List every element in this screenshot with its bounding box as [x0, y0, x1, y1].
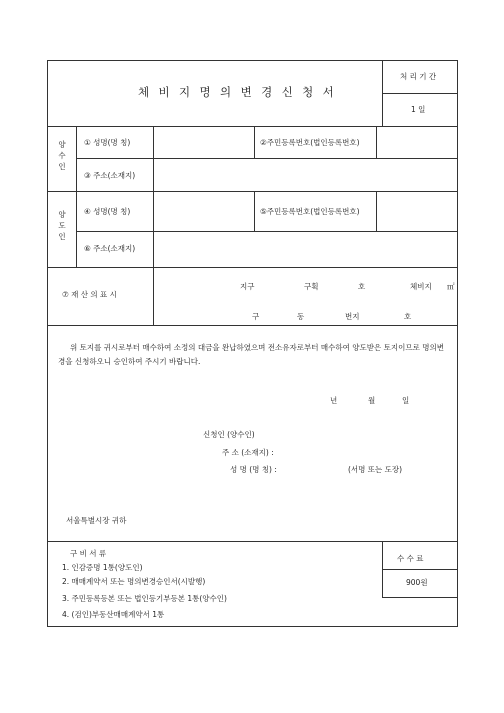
property-number: 호	[358, 282, 366, 291]
transferor-address-label: ⑥ 주소(소재지)	[84, 244, 136, 253]
transferee-name-label: ① 성명(명 칭)	[84, 138, 131, 147]
divider	[76, 158, 458, 159]
transferee-address-label: ③ 주소(소재지)	[84, 171, 136, 180]
document-item: 2. 매매계약서 또는 명의변경승인서(시발행)	[62, 577, 206, 586]
divider	[76, 191, 77, 267]
document-item: 3. 주민등록등본 또는 법인등기부등본 1통(양수인)	[62, 594, 227, 603]
divider	[376, 191, 377, 231]
divider	[48, 267, 458, 268]
application-form	[47, 60, 458, 627]
processing-period-label: 처 리 기 간	[400, 72, 437, 81]
date-day: 일	[402, 396, 410, 405]
divider	[48, 325, 458, 326]
addressee: 서울특별시장 귀하	[66, 516, 127, 525]
divider	[153, 267, 154, 325]
divider	[382, 569, 458, 570]
divider	[153, 191, 154, 267]
divider	[254, 126, 255, 158]
divider	[254, 191, 255, 231]
fee-label: 수 수 료	[397, 554, 424, 563]
transferor-name-label: ④ 성명(명 칭)	[84, 207, 131, 216]
property-lot: 번지	[345, 312, 360, 321]
property-district: 지구	[240, 282, 255, 291]
property-label: ⑦ 재 산 의 표 시	[62, 290, 117, 299]
transferee-id-label: ②주민등록번호(법인등록번호)	[260, 138, 360, 147]
transferor-id-label: ⑤주민등록번호(법인등록번호)	[260, 207, 360, 216]
date-month: 월	[368, 396, 376, 405]
divider	[382, 93, 458, 94]
divider	[376, 126, 377, 158]
document-item: 1. 인감증명 1통(양도인)	[62, 563, 143, 572]
transferor-group-label: 양도인	[58, 210, 66, 241]
divider	[382, 597, 458, 598]
property-ho: 호	[404, 312, 412, 321]
property-gu: 구	[252, 312, 260, 321]
divider	[76, 231, 458, 232]
date-year: 년	[330, 396, 338, 405]
applicant-address-label: 주 소 (소재지) :	[222, 448, 274, 457]
documents-title: 구 비 서 류	[70, 549, 107, 558]
property-dong: 동	[297, 312, 305, 321]
divider	[48, 126, 458, 127]
processing-period-value: 1 일	[411, 105, 426, 114]
signature-note: (서명 또는 도장)	[348, 465, 403, 474]
fee-value: 900원	[406, 578, 428, 587]
property-area-unit: ㎡	[447, 282, 455, 291]
applicant-name-label: 성 명 (명 칭) :	[230, 465, 277, 474]
divider	[48, 541, 458, 542]
application-statement: 위 토지를 귀시로부터 매수하여 소정의 대금을 완납하였으며 전소유자로부터 매수하여 양도받은 토지이므로 명의변경을 신청하오니 승인하여 주시기 바랍니다.	[58, 343, 444, 366]
transferee-group-label: 양수인	[58, 140, 66, 171]
applicant-label: 신청인 (양수인)	[203, 430, 255, 439]
property-reserved-land: 체비지	[410, 282, 432, 291]
document-item: 4. (검인)부동산매매계약서 1통	[62, 610, 165, 619]
divider	[48, 191, 458, 192]
form-title: 체 비 지 명 의 변 경 신 청 서	[138, 85, 337, 99]
property-block: 구획	[304, 282, 319, 291]
